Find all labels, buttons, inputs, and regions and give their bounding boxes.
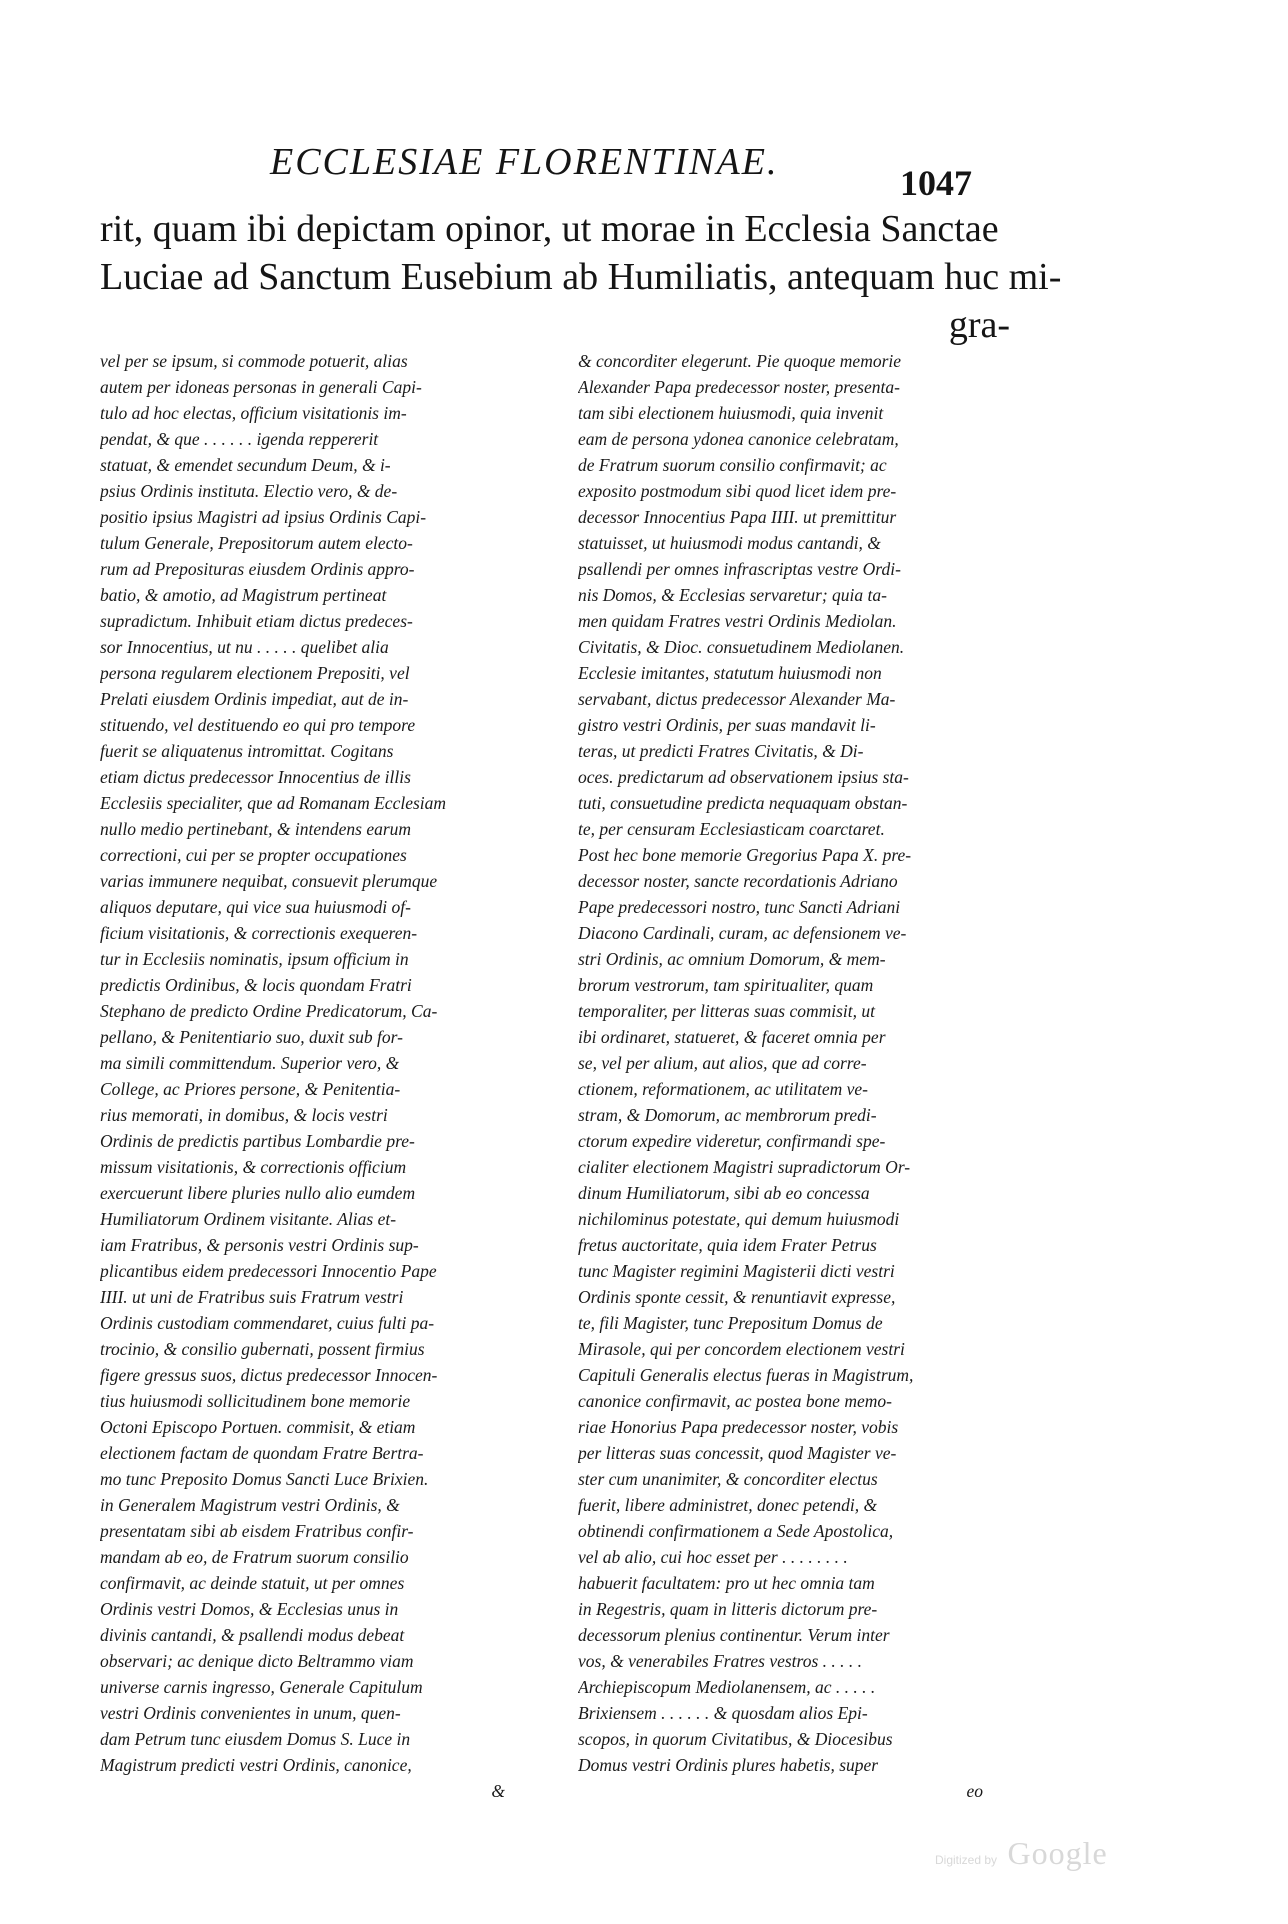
- text-line: psius Ordinis instituta. Electio vero, & de-: [100, 481, 398, 501]
- text-line: de Fratrum suorum consilio confirmavit; ac: [578, 455, 887, 475]
- text-line: Post hec bone memorie Gregorius Papa X. pre-: [578, 845, 912, 865]
- text-line: ibi ordinaret, statueret, & faceret omnia per: [578, 1027, 886, 1047]
- text-line: Ordinis sponte cessit, & renuntiavit expresse,: [578, 1287, 896, 1307]
- text-line: universe carnis ingresso, Generale Capitulum: [100, 1677, 423, 1697]
- text-line: vel ab alio, cui hoc esset per . . . . . . . .: [578, 1547, 848, 1567]
- text-line: decessorum plenius continentur. Verum inter: [578, 1625, 890, 1645]
- text-line: divinis cantandi, & psallendi modus debeat: [100, 1625, 405, 1645]
- text-line: habuerit facultatem: pro ut hec omnia tam: [578, 1573, 875, 1593]
- text-line: obtinendi confirmationem a Sede Apostolica,: [578, 1521, 894, 1541]
- text-line: varias immunere nequibat, consuevit plerumque: [100, 871, 438, 891]
- text-line: pellano, & Penitentiario suo, duxit sub for-: [100, 1027, 403, 1047]
- lead-line: Luciae ad Sanctum Eusebium ab Humiliatis, antequam huc mi-: [100, 256, 1062, 298]
- text-line: Diacono Cardinali, curam, ac defensionem ve-: [578, 923, 907, 943]
- text-line: ctionem, reformationem, ac utilitatem ve-: [578, 1079, 868, 1099]
- catchword: eo: [966, 1781, 983, 1801]
- text-line: stituendo, vel destituendo eo qui pro tempore: [100, 715, 416, 735]
- text-line: etiam dictus predecessor Innocentius de illis: [100, 767, 411, 787]
- text-line: missum visitationis, & correctionis officium: [100, 1157, 407, 1177]
- text-line: Mirasole, qui per concordem electionem vestri: [578, 1339, 905, 1359]
- text-line: Humiliatorum Ordinem visitante. Alias et-: [100, 1209, 397, 1229]
- text-line: tunc Magister regimini Magisterii dicti vestri: [578, 1261, 895, 1281]
- text-line: rius memorati, in domibus, & locis vestri: [100, 1105, 388, 1125]
- text-line: rum ad Preposituras eiusdem Ordinis appro-: [100, 559, 415, 579]
- text-line: nullo medio pertinebant, & intendens earum: [100, 819, 412, 839]
- text-line: observari; ac denique dicto Beltrammo viam: [100, 1651, 414, 1671]
- text-line: per litteras suas concessit, quod Magister ve-: [578, 1443, 897, 1463]
- google-logo: Google: [1007, 1835, 1108, 1871]
- text-line: in Regestris, quam in litteris dictorum pre-: [578, 1599, 878, 1619]
- text-line: persona regularem electionem Prepositi, vel: [100, 663, 410, 683]
- text-line: College, ac Priores persone, & Penitentia-: [100, 1079, 401, 1099]
- text-line: oces. predictarum ad observationem ipsius sta-: [578, 767, 909, 787]
- text-line: ctorum expedire videretur, confirmandi spe-: [578, 1131, 886, 1151]
- text-line: dinum Humiliatorum, sibi ab eo concessa: [578, 1183, 870, 1203]
- digitized-watermark: [935, 1835, 1108, 1872]
- text-line: statuat, & emendet secundum Deum, & i-: [100, 455, 391, 475]
- text-line: servabant, dictus predecessor Alexander Ma-: [578, 689, 896, 709]
- text-line: Ordinis de predictis partibus Lombardie pre-: [100, 1131, 415, 1151]
- text-line: & concorditer elegerunt. Pie quoque memorie: [578, 351, 902, 371]
- text-line: iam Fratribus, & personis vestri Ordinis sup-: [100, 1235, 419, 1255]
- text-line: riae Honorius Papa predecessor noster, vobis: [578, 1417, 899, 1437]
- text-line: vestri Ordinis convenientes in unum, quen-: [100, 1703, 401, 1723]
- text-line: supradictum. Inhibuit etiam dictus predeces-: [100, 611, 413, 631]
- text-line: predictis Ordinibus, & locis quondam Fratri: [100, 975, 412, 995]
- text-line: Domus vestri Ordinis plures habetis, super: [578, 1755, 879, 1775]
- text-line: sor Innocentius, ut nu . . . . . quelibet alia: [100, 637, 389, 657]
- text-line: tius huiusmodi sollicitudinem bone memorie: [100, 1391, 411, 1411]
- text-line: figere gressus suos, dictus predecessor Innocen-: [100, 1365, 438, 1385]
- text-line: Octoni Episcopo Portuen. commisit, & etiam: [100, 1417, 416, 1437]
- text-line: cialiter electionem Magistri supradictorum Or-: [578, 1157, 911, 1177]
- text-line: electionem factam de quondam Fratre Bertra-: [100, 1443, 424, 1463]
- text-line: Alexander Papa predecessor noster, presenta-: [578, 377, 900, 397]
- text-line: Civitatis, & Dioc. consuetudinem Mediolanen.: [578, 637, 905, 657]
- text-line: batio, & amotio, ad Magistrum pertineat: [100, 585, 387, 605]
- text-line: plicantibus eidem predecessori Innocentio Pape: [100, 1261, 437, 1281]
- text-line: gistro vestri Ordinis, per suas mandavit li-: [578, 715, 876, 735]
- running-head: ECCLESIAE FLORENTINAE.: [270, 141, 779, 183]
- text-line: stram, & Domorum, ac membrorum predi-: [578, 1105, 877, 1125]
- text-line: Prelati eiusdem Ordinis impediat, aut de in-: [100, 689, 409, 709]
- text-line: brorum vestrorum, tam spiritualiter, quam: [578, 975, 874, 995]
- text-line: scopos, in quorum Civitatibus, & Diocesibus: [578, 1729, 893, 1749]
- text-line: psallendi per omnes infrascriptas vestre Ordi-: [578, 559, 901, 579]
- text-line: nis Domos, & Ecclesias servaretur; quia ta-: [578, 585, 887, 605]
- text-line: ster cum unanimiter, & concorditer electus: [578, 1469, 878, 1489]
- text-line: Stephano de predicto Ordine Predicatorum, Ca-: [100, 1001, 438, 1021]
- text-line: te, fili Magister, tunc Prepositum Domus de: [578, 1313, 883, 1333]
- lead-line: gra-: [948, 304, 1010, 346]
- text-line: decessor Innocentius Papa IIII. ut premittitur: [578, 507, 897, 527]
- catchword: &: [491, 1781, 505, 1801]
- text-line: correctioni, cui per se propter occupationes: [100, 845, 407, 865]
- text-line: fuerit se aliquatenus intromittat. Cogitans: [100, 741, 394, 761]
- text-line: te, per censuram Ecclesiasticam coarctaret.: [578, 819, 885, 839]
- text-line: Ordinis vestri Domos, & Ecclesias unus in: [100, 1599, 399, 1619]
- text-line: teras, ut predicti Fratres Civitatis, & Di-: [578, 741, 864, 761]
- text-line: dam Petrum tunc eiusdem Domus S. Luce in: [100, 1729, 411, 1749]
- page-number: 1047: [900, 163, 972, 203]
- text-line: fuerit, libere administret, donec petendi, &: [578, 1495, 878, 1515]
- text-line: mandam ab eo, de Fratrum suorum consilio: [100, 1547, 409, 1567]
- text-line: tam sibi electionem huiusmodi, quia invenit: [578, 403, 884, 423]
- text-line: vel per se ipsum, si commode potuerit, alias: [100, 351, 408, 371]
- lead-line: rit, quam ibi depictam opinor, ut morae in Ecclesia Sanctae: [100, 208, 999, 250]
- watermark-caption: Digitized by: [935, 1853, 998, 1867]
- text-line: Brixiensem . . . . . . & quosdam alios Epi-: [578, 1703, 868, 1723]
- text-line: presentatam sibi ab eisdem Fratribus confir-: [100, 1521, 414, 1541]
- text-line: fretus auctoritate, quia idem Frater Petrus: [578, 1235, 877, 1255]
- text-line: temporaliter, per litteras suas commisit, ut: [578, 1001, 876, 1021]
- text-line: Ecclesie imitantes, statutum huiusmodi non: [578, 663, 882, 683]
- text-line: mo tunc Preposito Domus Sancti Luce Brixien.: [100, 1469, 429, 1489]
- text-line: men quidam Fratres vestri Ordinis Mediolan.: [578, 611, 897, 631]
- text-line: nichilominus potestate, qui demum huiusmodi: [578, 1209, 900, 1229]
- text-line: Magistrum predicti vestri Ordinis, canonice,: [100, 1755, 412, 1775]
- left-column: [100, 348, 535, 1804]
- text-line: IIII. ut uni de Fratribus suis Fratrum vestri: [100, 1287, 404, 1307]
- text-line: tur in Ecclesiis nominatis, ipsum officium in: [100, 949, 409, 969]
- text-line: Archiepiscopum Mediolanensem, ac . . . . .: [578, 1677, 876, 1697]
- text-line: confirmavit, ac deinde statuit, ut per omnes: [100, 1573, 405, 1593]
- text-line: positio ipsius Magistri ad ipsius Ordinis Capi-: [100, 507, 427, 527]
- right-column: [578, 348, 1013, 1804]
- text-line: eam de persona ydonea canonice celebratam,: [578, 429, 899, 449]
- text-line: tulo ad hoc electas, officium visitationis im-: [100, 403, 407, 423]
- text-line: Capituli Generalis electus fueras in Magistrum,: [578, 1365, 914, 1385]
- text-line: ficium visitationis, & correctionis exequeren-: [100, 923, 418, 943]
- text-line: Pape predecessori nostro, tunc Sancti Adriani: [578, 897, 901, 917]
- text-line: Ecclesiis specialiter, que ad Romanam Ecclesiam: [100, 793, 447, 813]
- text-line: trocinio, & consilio gubernati, possent firmius: [100, 1339, 425, 1359]
- text-line: statuisset, ut huiusmodi modus cantandi, &: [578, 533, 881, 553]
- text-line: exercuerunt libere pluries nullo alio eumdem: [100, 1183, 416, 1203]
- text-line: tuti, consuetudine predicta nequaquam obstan-: [578, 793, 908, 813]
- text-line: tulum Generale, Prepositorum autem electo-: [100, 533, 413, 553]
- text-line: Ordinis custodiam commendaret, cuius fulti pa-: [100, 1313, 435, 1333]
- text-line: pendat, & que . . . . . . igenda reppererit: [100, 429, 379, 449]
- text-line: decessor noster, sancte recordationis Adriano: [578, 871, 898, 891]
- text-line: se, vel per alium, aut alios, que ad corre-: [578, 1053, 867, 1073]
- text-line: in Generalem Magistrum vestri Ordinis, &: [100, 1495, 400, 1515]
- text-line: vos, & venerabiles Fratres vestros . . . . .: [578, 1651, 863, 1671]
- text-line: stri Ordinis, ac omnium Domorum, & mem-: [578, 949, 886, 969]
- text-line: ma simili committendum. Superior vero, &: [100, 1053, 400, 1073]
- text-line: canonice confirmavit, ac postea bone memo-: [578, 1391, 892, 1411]
- text-line: autem per idoneas personas in generali Capi-: [100, 377, 422, 397]
- text-line: aliquos deputare, qui vice sua huiusmodi of-: [100, 897, 411, 917]
- text-line: exposito postmodum sibi quod licet idem pre-: [578, 481, 897, 501]
- lead-paragraph: [100, 205, 1062, 349]
